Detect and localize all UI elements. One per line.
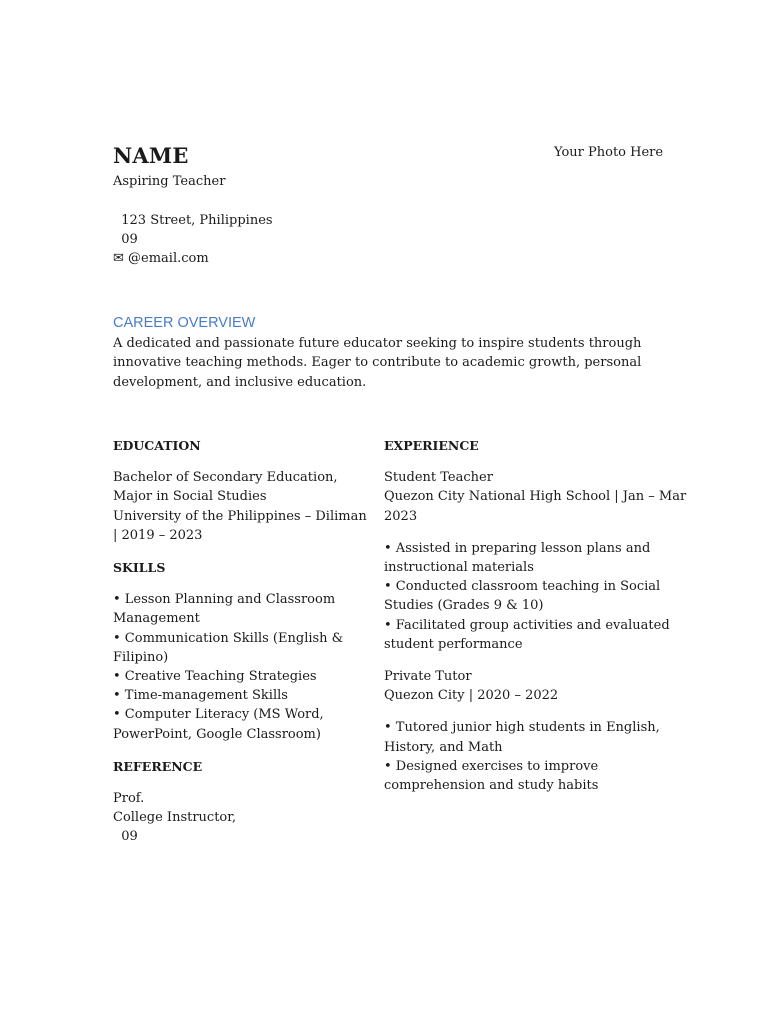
job-bullet: • Conducted classroom teaching in Social Studies (Grades 9 & 10) — [384, 579, 661, 614]
candidate-name: NAME — [113, 143, 189, 168]
skills-heading: SKILLS — [113, 560, 166, 576]
job-title: Student Teacher — [384, 470, 493, 486]
skill-item: • Computer Literacy (MS Word, PowerPoint, Google Classroom) — [113, 707, 324, 742]
skill-item: • Time-management Skills — [113, 688, 288, 704]
right-column — [384, 436, 689, 795]
left-column — [113, 436, 373, 847]
job-bullet: • Designed exercises to improve comprehension and study habits — [384, 758, 599, 794]
job-place: Quezon City National High School | Jan – Mar 2023 — [384, 489, 687, 524]
envelope-icon: ✉ — [113, 251, 124, 266]
education-heading: EDUCATION — [113, 438, 201, 453]
contact-block — [113, 211, 273, 268]
candidate-title: Aspiring Teacher — [113, 174, 226, 189]
job-place: Quezon City | 2020 – 2022 — [384, 688, 559, 704]
reference-position: College Instructor, — [113, 810, 237, 826]
reference-phone: 09 — [113, 829, 138, 845]
skill-item: • Communication Skills (English & Filipino) — [113, 630, 344, 665]
skill-item: • Lesson Planning and Classroom Management — [113, 592, 336, 627]
career-overview-text: A dedicated and passionate future educator seeking to inspire students through innovative teaching methods. Eager to contribute to academic growth, personal development, and inclusive education. — [113, 336, 642, 390]
job-bullet: • Tutored junior high students in English, History, and Math — [384, 720, 660, 755]
contact-email: @email.com — [123, 251, 209, 266]
photo-placeholder: Your Photo Here — [554, 145, 664, 160]
reference-heading: REFERENCE — [113, 758, 203, 774]
contact-email-row — [113, 249, 273, 268]
skill-item: • Creative Teaching Strategies — [113, 669, 317, 685]
experience-heading: EXPERIENCE — [384, 438, 479, 453]
education-school: University of the Philippines – Diliman | 2019 – 2023 — [113, 508, 367, 543]
job-title: Private Tutor — [384, 669, 472, 685]
job-bullet: • Facilitated group activities and evaluated student performance — [384, 617, 670, 652]
job-bullet: • Assisted in preparing lesson plans and instructional materials — [384, 540, 651, 576]
reference-name: Prof. — [113, 791, 145, 807]
education-degree: Bachelor of Secondary Education, Major in Social Studies — [113, 470, 338, 505]
contact-address: 123 Street, Philippines — [113, 213, 273, 228]
career-overview-heading: CAREER OVERVIEW — [113, 315, 256, 331]
contact-phone: 09 — [113, 232, 138, 247]
